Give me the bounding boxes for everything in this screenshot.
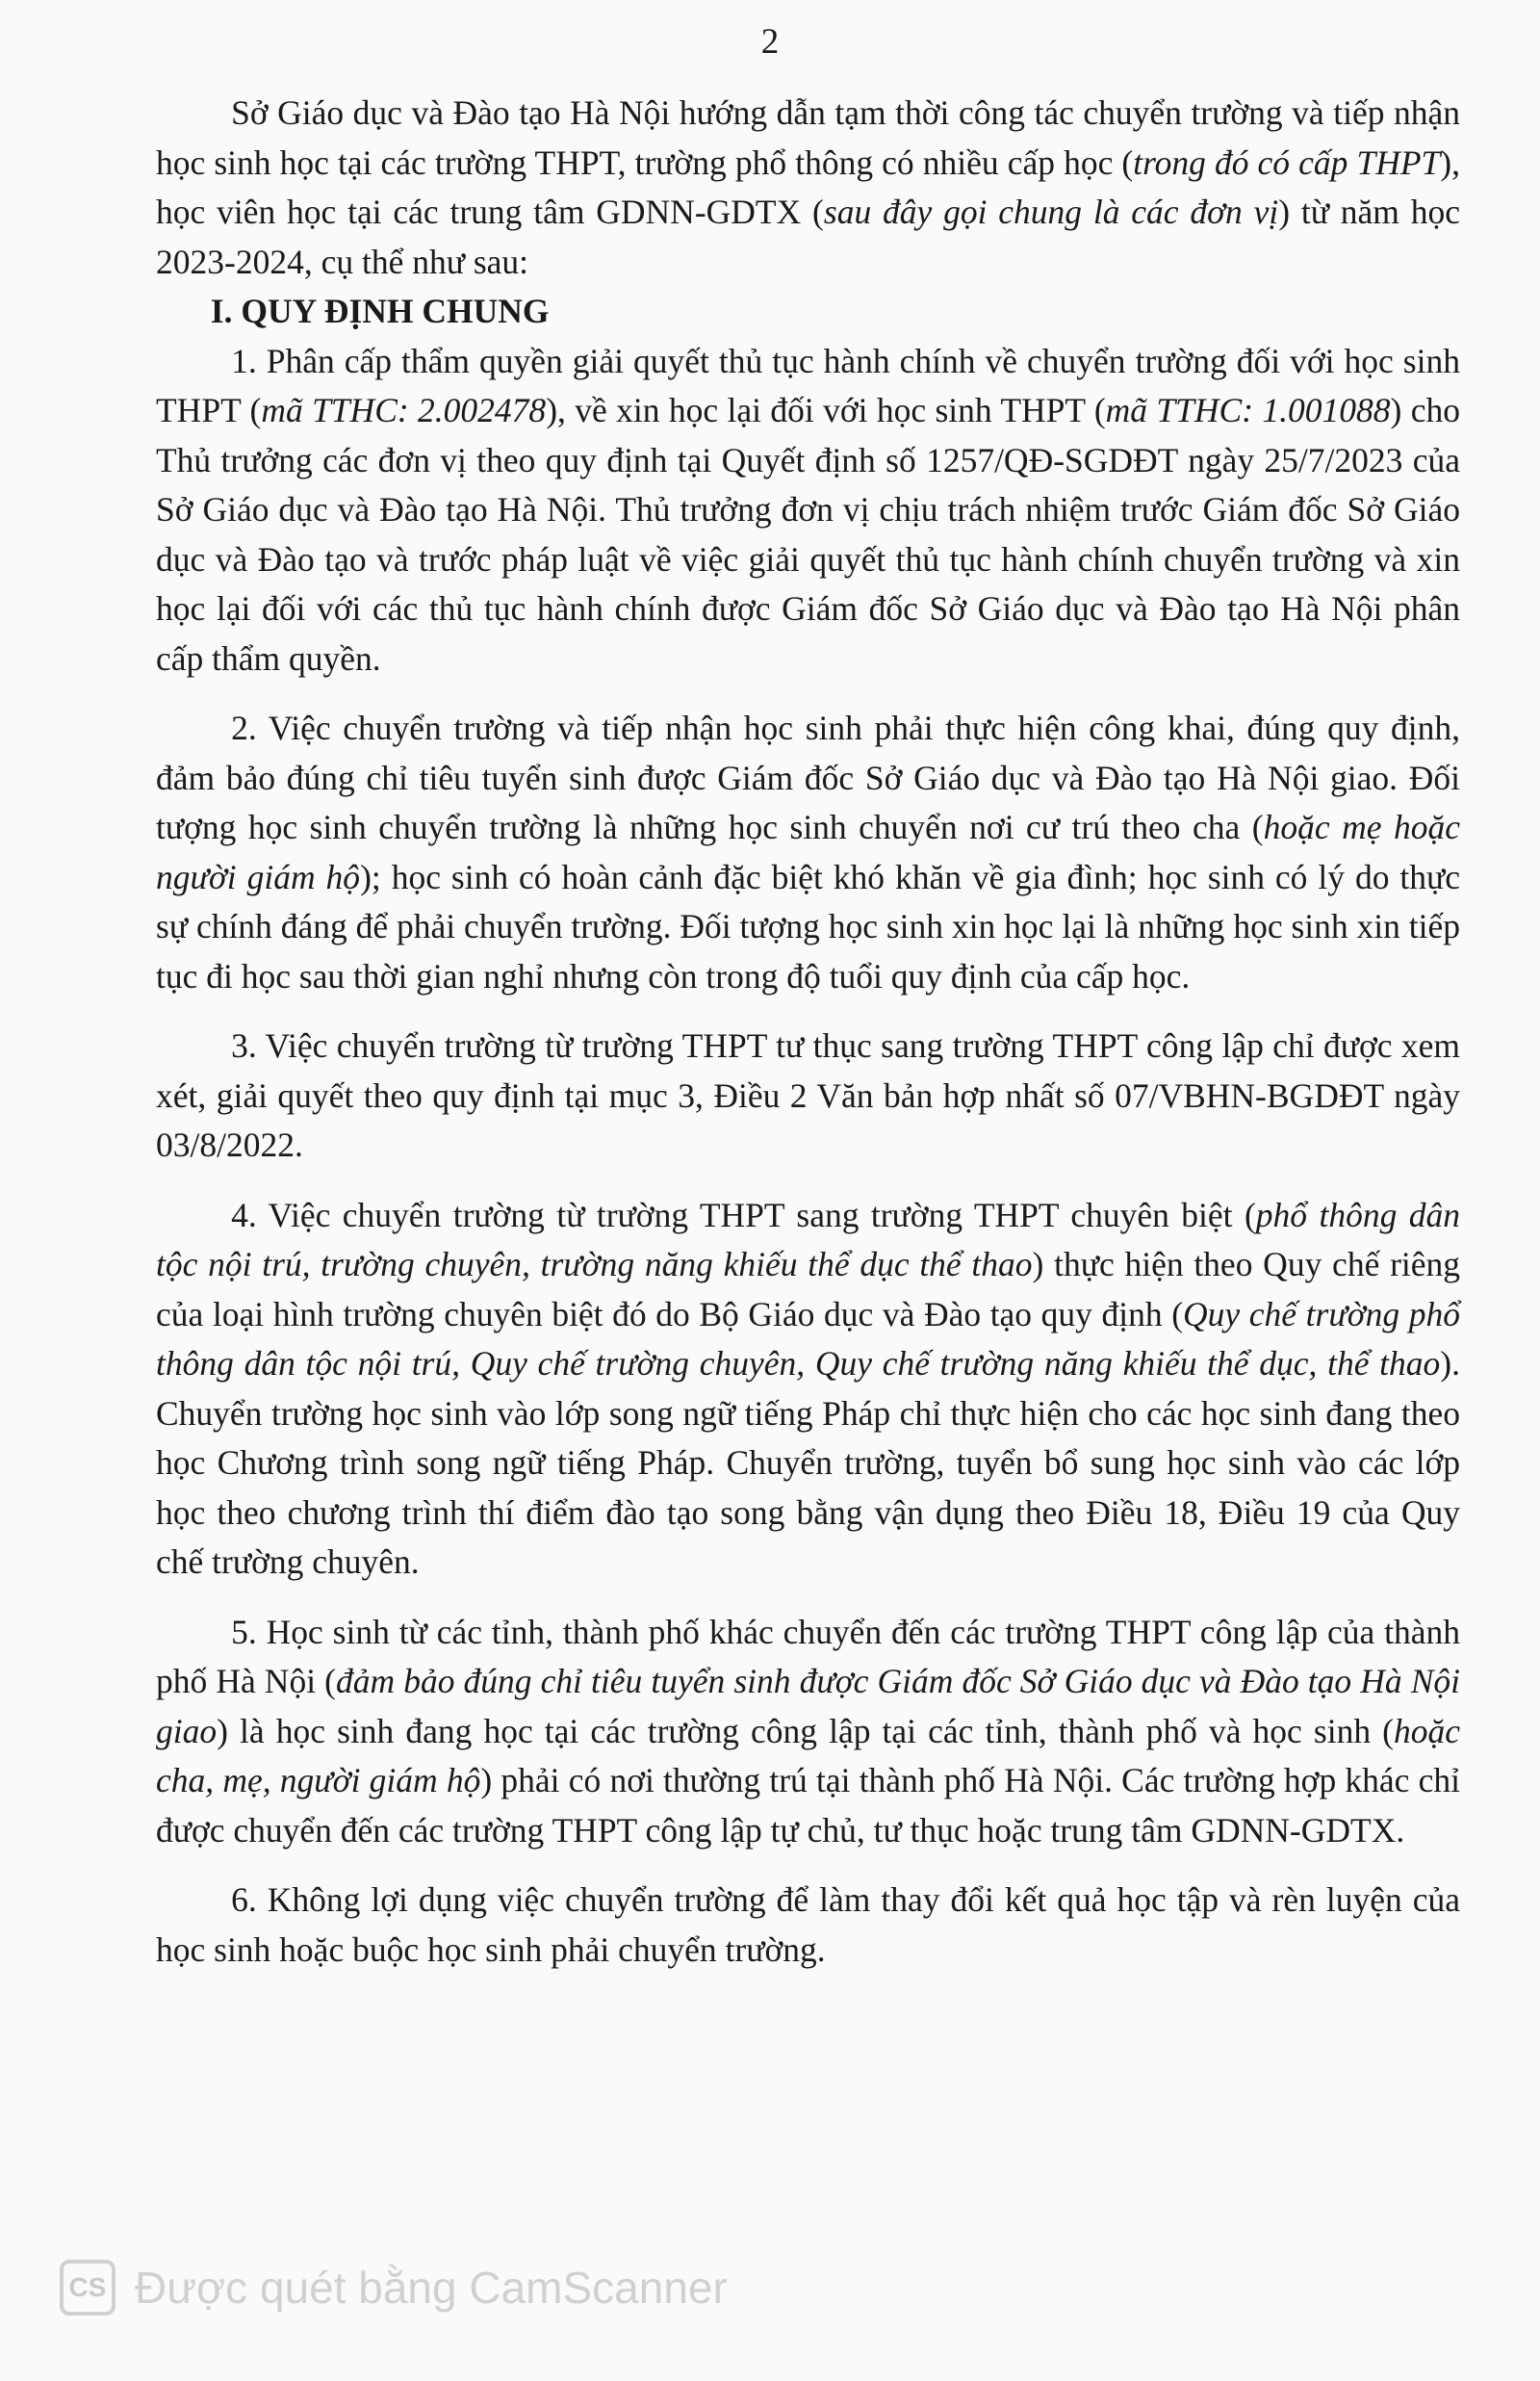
page-number: 2 [760, 22, 780, 62]
watermark-text: Được quét bằng CamScanner [135, 2263, 728, 2313]
paragraph-1: 1. Phân cấp thẩm quyền giải quyết thủ tục hành chính về chuyển trường đối với học sinh THPT (mã TTHC: 2.002478), về xin học lại đối với học sinh THPT (mã TTHC: 1.001088) cho Thủ trưởng các đơn vị theo quy định tại Quyết định số 1257/QĐ-SGDĐT ngày 25/7/2023 của Sở Giáo dục và Đào tạo Hà Nội. Thủ trưởng đơn vị chịu trách nhiệm trước Giám đốc Sở Giáo dục và Đào tạo và trước pháp luật về việc giải quyết thủ tục hành chính chuyển trường và xin học lại đối với các thủ tục hành chính được Giám đốc Sở Giáo dục và Đào tạo Hà Nội phân cấp thẩm quyền. [156, 341, 1460, 678]
intro-paragraph: Sở Giáo dục và Đào tạo Hà Nội hướng dẫn tạm thời công tác chuyển trường và tiếp nhận học sinh học tại các trường THPT, trường phổ thông có nhiều cấp học (trong đó có cấp THPT), học viên học tại các trung tâm GDNN-GDTX (sau đây gọi chung là các đơn vị) từ năm học 2023-2024, cụ thể như sau: [156, 93, 1460, 281]
section-heading: I. QUY ĐỊNH CHUNG [210, 292, 550, 330]
document-body [156, 89, 1460, 1975]
paragraph-2: 2. Việc chuyển trường và tiếp nhận học sinh phải thực hiện công khai, đúng quy định, đảm bảo đúng chỉ tiêu tuyển sinh được Giám đốc Sở Giáo dục và Đào tạo Hà Nội giao. Đối tượng học sinh chuyển trường là những học sinh chuyển nơi cư trú theo cha (hoặc mẹ hoặc người giám hộ); học sinh có hoàn cảnh đặc biệt khó khăn về gia đình; học sinh có lý do thực sự chính đáng để phải chuyển trường. Đối tượng học sinh xin học lại là những học sinh xin tiếp tục đi học sau thời gian nghỉ nhưng còn trong độ tuổi quy định của cấp học. [156, 709, 1460, 996]
paragraph-3: 3. Việc chuyển trường từ trường THPT tư thục sang trường THPT công lập chỉ được xem xét, giải quyết theo quy định tại mục 3, Điều 2 Văn bản hợp nhất số 07/VBHN-BGDĐT ngày 03/8/2022. [156, 1026, 1460, 1164]
paragraph-6: 6. Không lợi dụng việc chuyển trường để làm thay đổi kết quả học tập và rèn luyện của học sinh hoặc buộc học sinh phải chuyển trường. [156, 1880, 1460, 1969]
paragraph-5: 5. Học sinh từ các tỉnh, thành phố khác chuyển đến các trường THPT công lập của thành phố Hà Nội (đảm bảo đúng chỉ tiêu tuyển sinh được Giám đốc Sở Giáo dục và Đào tạo Hà Nội giao) là học sinh đang học tại các trường công lập tại các tỉnh, thành phố và học sinh (hoặc cha, mẹ, người giám hộ) phải có nơi thường trú tại thành phố Hà Nội. Các trường hợp khác chỉ được chuyển đến các trường THPT công lập tự chủ, tư thục hoặc trung tâm GDNN-GDTX. [156, 1612, 1461, 1850]
camscanner-logo-icon: CS [60, 2260, 116, 2316]
paragraph-4: 4. Việc chuyển trường từ trường THPT sang trường THPT chuyên biệt (phổ thông dân tộc nội trú, trường chuyên, trường năng khiếu thể dục thể thao) thực hiện theo Quy chế riêng của loại hình trường chuyên biệt đó do Bộ Giáo dục và Đào tạo quy định (Quy chế trường phổ thông dân tộc nội trú, Quy chế trường chuyên, Quy chế trường năng khiếu thể dục, thể thao). Chuyển trường học sinh vào lớp song ngữ tiếng Pháp chỉ thực hiện cho các học sinh đang theo học Chương trình song ngữ tiếng Pháp. Chuyển trường, tuyển bổ sung học sinh vào các lớp học theo chương trình thí điểm đào tạo song bằng vận dụng theo Điều 18, Điều 19 của Quy chế trường chuyên. [156, 1195, 1461, 1581]
camscanner-watermark [60, 2249, 926, 2326]
